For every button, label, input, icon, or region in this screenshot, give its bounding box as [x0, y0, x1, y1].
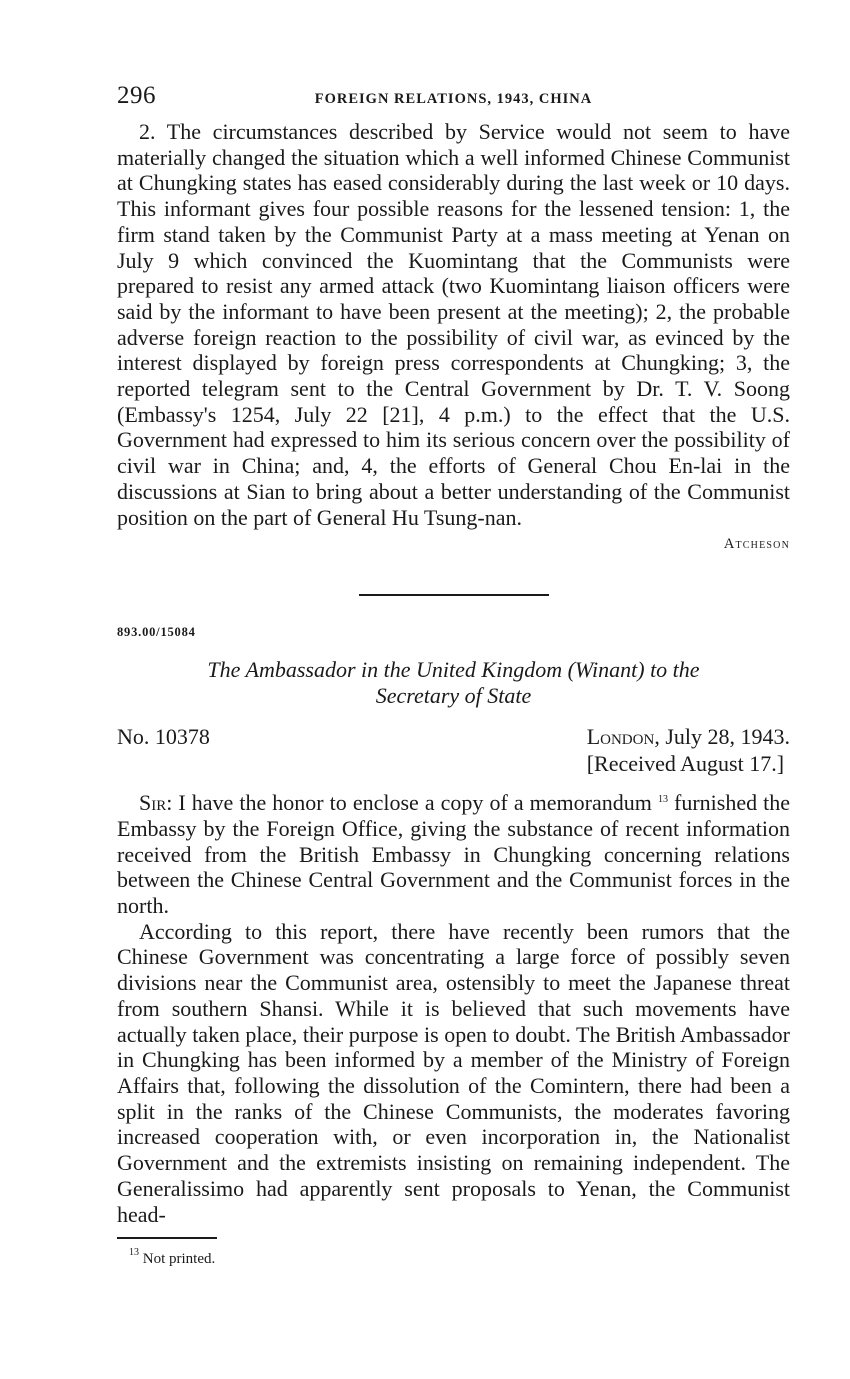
- date-block: [587, 723, 790, 777]
- received-line: [Received August 17.]: [586, 751, 785, 777]
- page-header: [117, 82, 790, 116]
- document-title: [117, 657, 790, 709]
- date-text: , July 28, 1943.: [654, 724, 790, 750]
- page-number: 296: [117, 82, 156, 109]
- document-page: [117, 82, 790, 1268]
- footnote: [129, 1247, 790, 1268]
- running-head: FOREIGN RELATIONS, 1943, CHINA: [314, 91, 593, 107]
- letter-paragraph-1: [117, 787, 790, 919]
- signature: Atcheson: [723, 536, 790, 553]
- salutation: Sir: [139, 790, 167, 816]
- letter-p1-a: : I have the honor to enclose a copy of a memorandum: [166, 790, 652, 816]
- footnote-marker: 13: [129, 1247, 139, 1259]
- footnote-text: Not printed.: [142, 1251, 216, 1268]
- letter-p1-b: furnished the Embassy by the Foreign Office, giving the substance of recent information received from the British Embassy in Chungking concerning relations between the Chinese Central Government and the Communist forces in the north.: [117, 790, 791, 919]
- section-divider: [359, 594, 549, 596]
- date-line: [587, 723, 790, 750]
- footnote-ref-13: 13: [657, 794, 668, 806]
- document-title-line-1: The Ambassador in the United Kingdom (Winant) to the: [207, 657, 700, 683]
- date-place: London: [586, 724, 655, 750]
- document-number: No. 10378: [117, 724, 210, 750]
- document-title-line-2: Secretary of State: [375, 683, 532, 709]
- dateline: [117, 723, 790, 777]
- file-number: 893.00/15084: [117, 625, 196, 640]
- letter-paragraph-2: According to this report, there have recently been rumors that the Chinese Government was concentrating a large force of possibly seven divisions near the Communist area, ostensibly to meet the Japanese threat from southern Shansi. While it is believed that such movements have actually taken place, their purpose is open to doubt. The British Ambassador in Chungking has been informed by a member of the Ministry of Foreign Affairs that, following the dissolution of the Comintern, there had been a split in the ranks of the Chinese Communists, the moderates favoring increased cooperation with, or even incorporation in, the Nationalist Government and the extremists insisting on remaining independent. The Generalissimo had apparently sent proposals to Yenan, the Communist head-: [117, 918, 790, 1227]
- footnote-divider: [117, 1237, 217, 1239]
- paragraph-2: 2. The circumstances described by Service would not seem to have materially changed the situation which a well informed Chinese Communist at Chungking states has eased considerably during the last week or 10 days. This informant gives four possible reasons for the lessened tension: 1, the firm stand taken by the Communist Party at a mass meeting at Yenan on July 9 which convinced the Kuomintang that the Communists were prepared to resist any armed attack (two Kuomintang liaison officers were said by the informant to have been present at the meeting); 2, the probable adverse foreign reaction to the possibility of civil war, as evinced by the interest displayed by foreign press correspondents at Chungking; 3, the reported telegram sent to the Central Government by Dr. T. V. Soong (Embassy's 1254, July 22 [21], 4 p.m.) to the effect that the U.S. Government had expressed to him its serious concern over the possibility of civil war in China; and, 4, the efforts of General Chou En-lai in the discussions at Sian to bring about a better understanding of the Communist position on the part of General Hu Tsung-nan.: [117, 119, 790, 530]
